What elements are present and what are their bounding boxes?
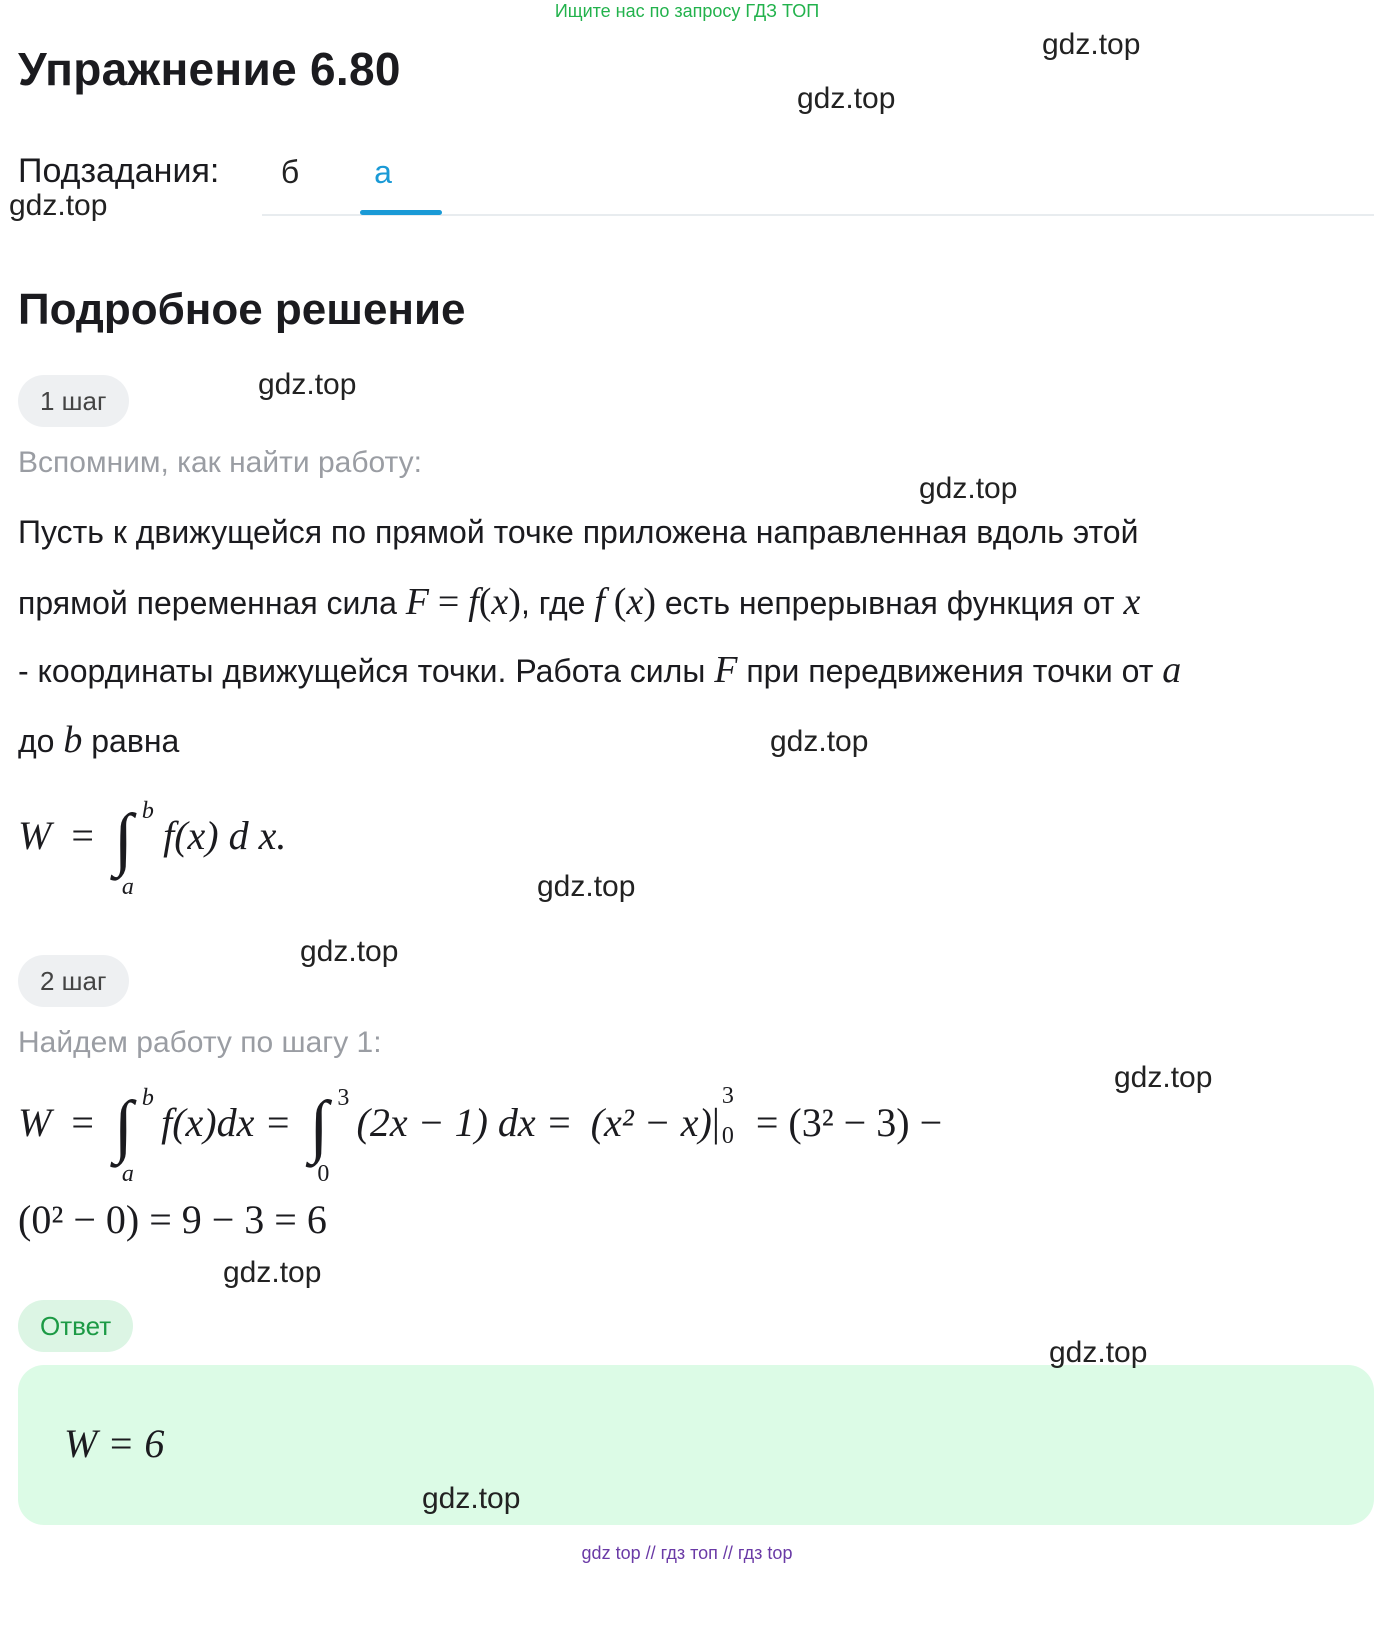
step-2-intro: Найдем работу по шагу 1: bbox=[18, 1026, 382, 1059]
step-1-paragraph-line-1: Пусть к движущейся по прямой точке приложена направленная вдоль этой bbox=[18, 514, 1139, 550]
watermark: gdz.top bbox=[258, 368, 357, 401]
watermark: gdz.top bbox=[770, 725, 869, 758]
active-tab-indicator bbox=[360, 210, 442, 215]
step-1-badge: 1 шаг bbox=[18, 375, 129, 427]
watermark: gdz.top bbox=[797, 82, 896, 115]
tab-b[interactable]: б bbox=[280, 154, 300, 190]
step-1-paragraph-line-3: - координаты движущейся точки. Работа силы F при передвижения точки от a bbox=[18, 649, 1182, 691]
answer-badge: Ответ bbox=[18, 1300, 133, 1352]
step-2-formula-line-1: W = ∫ b a f(x)dx = ∫ 3 0 (2x − 1) dx = (x² − x)| 3 0 = (3² − 3) − bbox=[18, 1083, 943, 1187]
subtasks-label: Подзадания: bbox=[18, 152, 220, 190]
step-2-badge: 2 шаг bbox=[18, 955, 129, 1007]
step-1-formula: W = ∫ b a f(x) d x. bbox=[18, 798, 287, 900]
footer-links[interactable]: gdz top // гдз топ // гдз top bbox=[581, 1543, 793, 1563]
answer-box bbox=[18, 1365, 1374, 1525]
tab-a[interactable]: а bbox=[374, 154, 392, 190]
watermark: gdz.top bbox=[1049, 1336, 1148, 1369]
watermark: gdz.top bbox=[300, 935, 399, 968]
watermark: gdz.top bbox=[9, 189, 108, 222]
watermark: gdz.top bbox=[1042, 28, 1141, 61]
step-2-formula-line-2: (0² − 0) = 9 − 3 = 6 bbox=[18, 1197, 327, 1242]
section-title: Подробное решение bbox=[18, 285, 466, 334]
watermark: gdz.top bbox=[537, 870, 636, 903]
step-1-paragraph-line-4: до b равна bbox=[18, 719, 180, 761]
watermark: gdz.top bbox=[223, 1256, 322, 1289]
step-1-intro: Вспомним, как найти работу: bbox=[18, 446, 422, 479]
search-banner: Ищите нас по запросу ГДЗ ТОП bbox=[554, 1, 820, 21]
answer-value: W = 6 bbox=[64, 1421, 165, 1466]
step-1-paragraph-line-2: прямой переменная сила F = f(x), где f (x) есть непрерывная функция от x bbox=[18, 581, 1141, 623]
watermark: gdz.top bbox=[422, 1482, 521, 1515]
watermark: gdz.top bbox=[1114, 1061, 1213, 1094]
page-title: Упражнение 6.80 bbox=[18, 43, 401, 95]
watermark: gdz.top bbox=[919, 472, 1018, 505]
